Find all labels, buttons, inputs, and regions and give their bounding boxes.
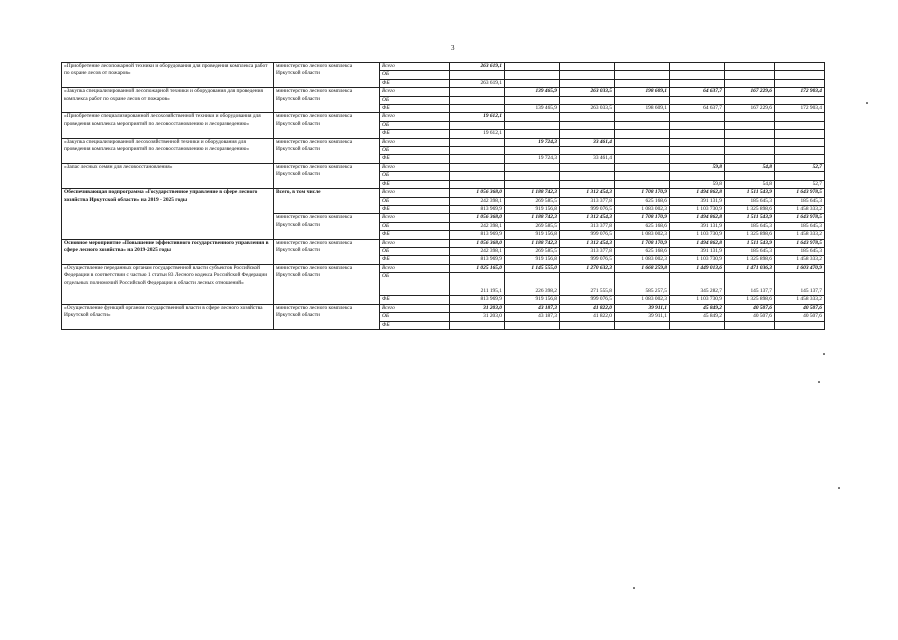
table-row bbox=[62, 138, 825, 146]
value-cell: 1 325 898,6 bbox=[725, 231, 775, 239]
value-cell: 1 511 543,9 bbox=[725, 239, 775, 247]
value-cell: 40 507,6 bbox=[725, 313, 775, 321]
value-cell: 198 609,1 bbox=[615, 105, 670, 113]
value-cell bbox=[560, 113, 615, 121]
value-cell bbox=[450, 96, 505, 104]
value-cell bbox=[450, 147, 505, 155]
responsible-cell: министерство лесного комплекса Иркутской области bbox=[274, 214, 380, 239]
event-name-cell: «Осуществление переданных органам государственной власти субъектов Российской Федерации в соответствии с частью 1 статьи 83 Лесного кодекса Российской Федерации отдельных полномочий Российской Федерации в области лесных отношений» bbox=[62, 264, 274, 304]
value-cell bbox=[450, 180, 505, 188]
value-cell bbox=[775, 172, 825, 180]
scan-speck bbox=[866, 102, 868, 104]
value-cell bbox=[450, 321, 505, 329]
funding-source-cell: ОБ bbox=[380, 71, 450, 79]
value-cell bbox=[670, 121, 725, 129]
value-cell bbox=[615, 121, 670, 129]
funding-source-cell: Всего bbox=[380, 113, 450, 121]
funding-source-cell: ФБ bbox=[380, 180, 450, 188]
value-cell: 1 145 555,0 bbox=[505, 264, 560, 272]
value-cell: 1 056 368,0 bbox=[450, 239, 505, 247]
value-cell: 625 168,6 bbox=[615, 222, 670, 230]
value-cell bbox=[560, 147, 615, 155]
value-cell: 64 637,7 bbox=[670, 105, 725, 113]
value-cell bbox=[505, 130, 560, 138]
value-cell bbox=[775, 138, 825, 146]
value-cell bbox=[450, 172, 505, 180]
value-cell: 1 494 862,8 bbox=[670, 189, 725, 197]
value-cell bbox=[670, 63, 725, 71]
value-cell: 59,8 bbox=[670, 163, 725, 171]
value-cell: 1 312 454,3 bbox=[560, 239, 615, 247]
funding-source-cell: ФБ bbox=[380, 231, 450, 239]
value-cell: 185 645,3 bbox=[775, 197, 825, 205]
scan-speck bbox=[838, 487, 840, 489]
value-cell bbox=[725, 121, 775, 129]
value-cell bbox=[505, 121, 560, 129]
value-cell: 391 131,9 bbox=[670, 197, 725, 205]
value-cell: 211 195,1 bbox=[450, 273, 505, 296]
value-cell: 1 494 862,8 bbox=[670, 214, 725, 222]
table-row bbox=[62, 163, 825, 171]
value-cell: 1 325 898,6 bbox=[725, 296, 775, 304]
funding-source-cell: ФБ bbox=[380, 105, 450, 113]
value-cell bbox=[450, 155, 505, 163]
funding-source-cell: ОБ bbox=[380, 96, 450, 104]
value-cell: 40 507,6 bbox=[775, 304, 825, 312]
value-cell: 242 398,1 bbox=[450, 247, 505, 255]
value-cell: 33 461,4 bbox=[560, 138, 615, 146]
table-row bbox=[62, 189, 825, 197]
value-cell: 1 458 333,2 bbox=[775, 256, 825, 264]
value-cell: 999 076,5 bbox=[560, 296, 615, 304]
value-cell bbox=[450, 121, 505, 129]
value-cell bbox=[775, 113, 825, 121]
value-cell bbox=[670, 138, 725, 146]
value-cell: 313 377,8 bbox=[560, 247, 615, 255]
value-cell bbox=[725, 79, 775, 87]
value-cell: 391 131,9 bbox=[670, 247, 725, 255]
value-cell: 33 461,4 bbox=[560, 155, 615, 163]
value-cell bbox=[450, 71, 505, 79]
responsible-cell: министерство лесного комплекса Иркутской области bbox=[274, 113, 380, 138]
value-cell bbox=[560, 321, 615, 329]
budget-table bbox=[61, 62, 825, 330]
funding-source-cell: ОБ bbox=[380, 247, 450, 255]
value-cell bbox=[670, 147, 725, 155]
value-cell bbox=[505, 63, 560, 71]
value-cell: 59,8 bbox=[670, 180, 725, 188]
value-cell: 269 585,5 bbox=[505, 247, 560, 255]
value-cell: 1 025 165,0 bbox=[450, 264, 505, 272]
funding-source-cell: Всего bbox=[380, 264, 450, 272]
responsible-cell: министерство лесного комплекса Иркутской области bbox=[274, 138, 380, 163]
value-cell: 43 187,3 bbox=[505, 313, 560, 321]
value-cell: 1 511 543,9 bbox=[725, 214, 775, 222]
value-cell: 185 645,3 bbox=[775, 247, 825, 255]
value-cell: 1 056 368,0 bbox=[450, 189, 505, 197]
value-cell bbox=[505, 163, 560, 171]
value-cell: 41 822,0 bbox=[560, 304, 615, 312]
value-cell: 198 609,1 bbox=[615, 88, 670, 96]
value-cell: 263 619,1 bbox=[450, 63, 505, 71]
value-cell: 625 168,6 bbox=[615, 197, 670, 205]
value-cell bbox=[775, 121, 825, 129]
funding-source-cell: ФБ bbox=[380, 321, 450, 329]
value-cell bbox=[505, 321, 560, 329]
value-cell: 54,8 bbox=[725, 163, 775, 171]
value-cell: 1 312 454,3 bbox=[560, 214, 615, 222]
event-name-cell: «Осуществление функций органом государственной власти в сфере лесного хозяйства Иркутской области» bbox=[62, 304, 274, 329]
responsible-cell: министерство лесного комплекса Иркутской области bbox=[274, 163, 380, 188]
value-cell bbox=[560, 163, 615, 171]
value-cell bbox=[505, 113, 560, 121]
value-cell: 1 325 898,6 bbox=[725, 256, 775, 264]
table-row bbox=[62, 304, 825, 312]
value-cell bbox=[560, 71, 615, 79]
value-cell: 45 849,2 bbox=[670, 313, 725, 321]
value-cell: 242 398,1 bbox=[450, 222, 505, 230]
value-cell: 1 188 742,3 bbox=[505, 239, 560, 247]
value-cell: 19 612,1 bbox=[450, 113, 505, 121]
value-cell: 185 645,3 bbox=[725, 222, 775, 230]
value-cell: 43 187,3 bbox=[505, 304, 560, 312]
value-cell: 31 203,0 bbox=[450, 313, 505, 321]
value-cell bbox=[670, 79, 725, 87]
value-cell bbox=[725, 63, 775, 71]
value-cell bbox=[615, 79, 670, 87]
funding-source-cell: ОБ bbox=[380, 121, 450, 129]
value-cell bbox=[670, 155, 725, 163]
value-cell: 263 033,5 bbox=[560, 105, 615, 113]
value-cell: 226 398,2 bbox=[505, 273, 560, 296]
value-cell: 813 969,9 bbox=[450, 205, 505, 213]
value-cell: 1 325 898,6 bbox=[725, 205, 775, 213]
event-name-cell: Обеспечивающая подпрограмма «Государственное управление в сфере лесного хозяйства Иркутской области» на 2019 - 2025 годы bbox=[62, 189, 274, 239]
value-cell bbox=[505, 79, 560, 87]
value-cell bbox=[615, 172, 670, 180]
table-row bbox=[62, 63, 825, 71]
funding-source-cell: Всего bbox=[380, 189, 450, 197]
funding-source-cell: ФБ bbox=[380, 155, 450, 163]
value-cell bbox=[725, 321, 775, 329]
value-cell bbox=[450, 138, 505, 146]
value-cell: 1 188 742,3 bbox=[505, 189, 560, 197]
scan-speck bbox=[633, 587, 635, 589]
value-cell: 185 645,3 bbox=[725, 197, 775, 205]
value-cell bbox=[615, 113, 670, 121]
value-cell bbox=[615, 321, 670, 329]
value-cell: 919 156,8 bbox=[505, 296, 560, 304]
value-cell: 167 229,6 bbox=[725, 88, 775, 96]
value-cell bbox=[775, 147, 825, 155]
value-cell: 1 471 036,3 bbox=[725, 264, 775, 272]
value-cell: 919 156,8 bbox=[505, 256, 560, 264]
value-cell bbox=[725, 130, 775, 138]
value-cell: 1 458 333,2 bbox=[775, 231, 825, 239]
responsible-cell: министерство лесного комплекса Иркутской области bbox=[274, 264, 380, 304]
value-cell bbox=[560, 121, 615, 129]
funding-source-cell: Всего bbox=[380, 239, 450, 247]
value-cell: 1 603 470,9 bbox=[775, 264, 825, 272]
funding-source-cell: ОБ bbox=[380, 222, 450, 230]
table-row bbox=[62, 239, 825, 247]
value-cell: 999 076,5 bbox=[560, 205, 615, 213]
value-cell bbox=[670, 96, 725, 104]
value-cell: 1 643 978,5 bbox=[775, 239, 825, 247]
value-cell bbox=[615, 155, 670, 163]
value-cell: 172 903,4 bbox=[775, 88, 825, 96]
responsible-cell: министерство лесного комплекса Иркутской области bbox=[274, 88, 380, 113]
value-cell: 1 103 730,9 bbox=[670, 296, 725, 304]
value-cell: 41 822,0 bbox=[560, 313, 615, 321]
funding-source-cell: ФБ bbox=[380, 256, 450, 264]
value-cell: 1 708 170,9 bbox=[615, 189, 670, 197]
value-cell: 64 637,7 bbox=[670, 88, 725, 96]
value-cell: 242 398,1 bbox=[450, 197, 505, 205]
table-row bbox=[62, 88, 825, 96]
event-name-cell: «Закупка специализированной лесопожарной техники и оборудования для проведения комплекса работ по охране лесов от пожаров» bbox=[62, 88, 274, 113]
value-cell bbox=[615, 180, 670, 188]
value-cell: 919 156,8 bbox=[505, 205, 560, 213]
value-cell: 40 507,6 bbox=[725, 304, 775, 312]
value-cell bbox=[725, 71, 775, 79]
value-cell bbox=[775, 155, 825, 163]
funding-source-cell: ОБ bbox=[380, 273, 450, 296]
value-cell bbox=[775, 321, 825, 329]
value-cell bbox=[505, 96, 560, 104]
value-cell: 1 083 002,3 bbox=[615, 231, 670, 239]
value-cell: 391 131,9 bbox=[670, 222, 725, 230]
value-cell: 40 507,6 bbox=[775, 313, 825, 321]
value-cell: 269 585,5 bbox=[505, 197, 560, 205]
value-cell: 1 056 368,0 bbox=[450, 214, 505, 222]
page-number: 3 bbox=[451, 44, 455, 52]
value-cell bbox=[615, 163, 670, 171]
funding-source-cell: ОБ bbox=[380, 147, 450, 155]
value-cell bbox=[560, 63, 615, 71]
value-cell: 271 555,8 bbox=[560, 273, 615, 296]
value-cell bbox=[615, 71, 670, 79]
value-cell: 1 643 978,5 bbox=[775, 214, 825, 222]
funding-source-cell: ФБ bbox=[380, 296, 450, 304]
value-cell: 185 645,3 bbox=[725, 247, 775, 255]
value-cell: 19 724,3 bbox=[505, 155, 560, 163]
value-cell: 1 103 730,9 bbox=[670, 256, 725, 264]
funding-source-cell: Всего bbox=[380, 88, 450, 96]
value-cell: 1 643 978,5 bbox=[775, 189, 825, 197]
value-cell: 1 458 333,2 bbox=[775, 296, 825, 304]
value-cell: 54,8 bbox=[725, 180, 775, 188]
value-cell bbox=[560, 79, 615, 87]
value-cell: 313 377,8 bbox=[560, 197, 615, 205]
value-cell: 145 137,7 bbox=[725, 273, 775, 296]
value-cell bbox=[450, 105, 505, 113]
value-cell: 919 156,8 bbox=[505, 231, 560, 239]
value-cell: 31 203,0 bbox=[450, 304, 505, 312]
funding-source-cell: ФБ bbox=[380, 205, 450, 213]
funding-source-cell: Всего bbox=[380, 304, 450, 312]
value-cell bbox=[615, 147, 670, 155]
value-cell: 1 708 170,9 bbox=[615, 239, 670, 247]
value-cell: 185 645,3 bbox=[775, 222, 825, 230]
value-cell bbox=[670, 71, 725, 79]
funding-source-cell: Всего bbox=[380, 138, 450, 146]
funding-source-cell: ФБ bbox=[380, 130, 450, 138]
scan-speck bbox=[823, 353, 825, 355]
value-cell bbox=[725, 147, 775, 155]
value-cell: 1 083 002,3 bbox=[615, 205, 670, 213]
responsible-cell: министерство лесного комплекса Иркутской области bbox=[274, 304, 380, 329]
value-cell bbox=[775, 96, 825, 104]
value-cell bbox=[725, 113, 775, 121]
value-cell: 999 076,5 bbox=[560, 231, 615, 239]
value-cell bbox=[670, 321, 725, 329]
value-cell bbox=[775, 130, 825, 138]
value-cell: 999 076,5 bbox=[560, 256, 615, 264]
value-cell: 263 619,1 bbox=[450, 79, 505, 87]
value-cell: 45 849,2 bbox=[670, 304, 725, 312]
value-cell: 39 911,1 bbox=[615, 313, 670, 321]
table-row bbox=[62, 113, 825, 121]
value-cell bbox=[725, 96, 775, 104]
value-cell: 1 494 862,8 bbox=[670, 239, 725, 247]
value-cell: 139 465,9 bbox=[505, 105, 560, 113]
value-cell: 19 724,3 bbox=[505, 138, 560, 146]
value-cell bbox=[775, 71, 825, 79]
value-cell: 625 168,6 bbox=[615, 247, 670, 255]
value-cell: 313 377,8 bbox=[560, 222, 615, 230]
value-cell bbox=[615, 138, 670, 146]
value-cell: 167 229,6 bbox=[725, 105, 775, 113]
value-cell bbox=[670, 130, 725, 138]
value-cell bbox=[450, 88, 505, 96]
responsible-cell: Всего, в том числе bbox=[274, 189, 380, 214]
value-cell: 1 449 013,6 bbox=[670, 264, 725, 272]
value-cell bbox=[505, 147, 560, 155]
funding-source-cell: Всего bbox=[380, 163, 450, 171]
event-name-cell: Основное мероприятие «Повышение эффективного государственного управления в сфере лесного хозяйства» на 2019-2025 годы bbox=[62, 239, 274, 264]
value-cell: 1 458 333,2 bbox=[775, 205, 825, 213]
value-cell: 145 137,7 bbox=[775, 273, 825, 296]
value-cell bbox=[725, 172, 775, 180]
value-cell: 585 257,5 bbox=[615, 273, 670, 296]
value-cell bbox=[560, 172, 615, 180]
event-name-cell: «Запас лесных семян для лесовосстановления» bbox=[62, 163, 274, 188]
table-row bbox=[62, 264, 825, 272]
value-cell bbox=[505, 172, 560, 180]
value-cell: 1 511 543,9 bbox=[725, 189, 775, 197]
value-cell: 1 188 742,3 bbox=[505, 214, 560, 222]
value-cell: 1 083 002,3 bbox=[615, 256, 670, 264]
value-cell: 1 083 002,3 bbox=[615, 296, 670, 304]
value-cell: 813 969,9 bbox=[450, 296, 505, 304]
value-cell: 1 668 259,8 bbox=[615, 264, 670, 272]
value-cell bbox=[560, 130, 615, 138]
value-cell: 1 103 730,9 bbox=[670, 205, 725, 213]
funding-source-cell: ФБ bbox=[380, 79, 450, 87]
value-cell bbox=[450, 163, 505, 171]
value-cell bbox=[505, 180, 560, 188]
value-cell: 813 969,9 bbox=[450, 256, 505, 264]
value-cell: 39 911,1 bbox=[615, 304, 670, 312]
value-cell: 172 903,4 bbox=[775, 105, 825, 113]
funding-source-cell: ОБ bbox=[380, 172, 450, 180]
event-name-cell: «Приобретение специализированной лесохозяйственной техники и оборудования для проведения комплекса мероприятий по лесовосстановлению и лесоразведению» bbox=[62, 113, 274, 138]
funding-source-cell: ОБ bbox=[380, 313, 450, 321]
value-cell bbox=[615, 130, 670, 138]
value-cell: 269 585,5 bbox=[505, 222, 560, 230]
value-cell bbox=[775, 79, 825, 87]
value-cell: 345 282,7 bbox=[670, 273, 725, 296]
scan-speck bbox=[818, 381, 820, 383]
value-cell bbox=[560, 96, 615, 104]
value-cell: 1 270 632,3 bbox=[560, 264, 615, 272]
value-cell bbox=[670, 172, 725, 180]
value-cell: 52,7 bbox=[775, 163, 825, 171]
value-cell: 813 969,9 bbox=[450, 231, 505, 239]
value-cell: 1 312 454,3 bbox=[560, 189, 615, 197]
event-name-cell: «Закупка специализированной лесохозяйственной техники и оборудования для проведения комплекса мероприятий по лесовосстановлению и лесоразведению» bbox=[62, 138, 274, 163]
value-cell bbox=[560, 180, 615, 188]
value-cell: 263 033,5 bbox=[560, 88, 615, 96]
value-cell bbox=[725, 155, 775, 163]
value-cell bbox=[615, 96, 670, 104]
funding-source-cell: ОБ bbox=[380, 197, 450, 205]
value-cell bbox=[775, 63, 825, 71]
value-cell: 19 612,1 bbox=[450, 130, 505, 138]
value-cell bbox=[670, 113, 725, 121]
funding-source-cell: Всего bbox=[380, 63, 450, 71]
value-cell bbox=[725, 138, 775, 146]
value-cell: 1 103 730,9 bbox=[670, 231, 725, 239]
funding-source-cell: Всего bbox=[380, 214, 450, 222]
value-cell: 1 708 170,9 bbox=[615, 214, 670, 222]
responsible-cell: министерство лесного комплекса Иркутской области bbox=[274, 63, 380, 88]
value-cell bbox=[615, 63, 670, 71]
value-cell: 52,7 bbox=[775, 180, 825, 188]
value-cell: 139 465,9 bbox=[505, 88, 560, 96]
event-name-cell: «Приобретение лесопожарной техники и оборудования для проведения комплекса работ по охране лесов от пожаров» bbox=[62, 63, 274, 88]
value-cell bbox=[505, 71, 560, 79]
responsible-cell: министерство лесного комплекса Иркутской области bbox=[274, 239, 380, 264]
